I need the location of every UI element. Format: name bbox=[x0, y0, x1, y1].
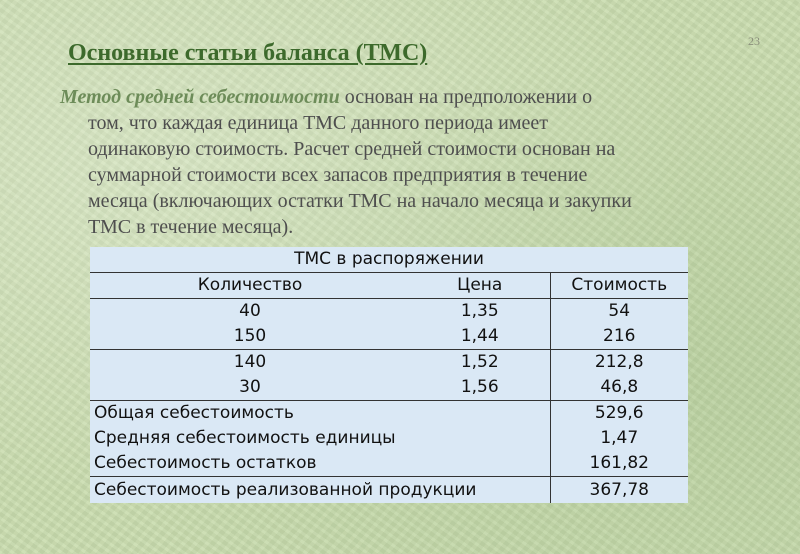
summary-value: 1,47 bbox=[550, 426, 688, 451]
summary-row bbox=[90, 426, 688, 451]
cell-quantity: 40 bbox=[90, 299, 410, 325]
summary-label: Себестоимость остатков bbox=[94, 453, 317, 473]
header-quantity: Количество bbox=[90, 273, 410, 299]
summary-row bbox=[90, 401, 688, 427]
table-caption: ТМС в распоряжении bbox=[294, 249, 484, 269]
cell-cost: 212,8 bbox=[550, 350, 688, 376]
table-caption-row bbox=[90, 247, 688, 273]
summary-value: 529,6 bbox=[550, 401, 688, 427]
summary-label: Общая себестоимость bbox=[90, 401, 550, 427]
slide-number: 23 bbox=[748, 34, 760, 48]
header-price: Цена bbox=[410, 273, 550, 299]
paragraph-line-1-rest: основан на предположении о bbox=[339, 86, 593, 108]
summary-row bbox=[90, 477, 688, 504]
cell-cost: 54 bbox=[550, 299, 688, 325]
method-term: Метод средней себестоимости bbox=[60, 86, 340, 108]
cell-quantity: 140 bbox=[90, 350, 410, 376]
paragraph-line-3: одинаковую стоимость. Расчет средней стоимости основан на bbox=[88, 138, 616, 160]
cell-price: 1,52 bbox=[410, 350, 550, 376]
paragraph-line-5: месяца (включающих остатки ТМС на начало месяца и закупки bbox=[88, 190, 632, 212]
summary-value: 161,82 bbox=[550, 451, 688, 477]
table-header-row bbox=[90, 273, 688, 299]
paragraph-line-1 bbox=[60, 84, 750, 110]
table-row bbox=[90, 299, 688, 325]
cell-cost: 46,8 bbox=[550, 375, 688, 401]
paragraph-line-2: том, что каждая единица ТМС данного периода имеет bbox=[88, 112, 548, 134]
summary-label: Себестоимость реализованной продукции bbox=[90, 477, 550, 504]
inventory-table bbox=[90, 247, 688, 503]
paragraph-line-6: ТМС в течение месяца). bbox=[88, 216, 294, 238]
summary-row bbox=[90, 451, 688, 477]
cell-quantity: 150 bbox=[233, 326, 267, 346]
table-row bbox=[90, 350, 688, 376]
paragraph-line-4: суммарной стоимости всех запасов предприятия в течение bbox=[88, 164, 588, 186]
table-row bbox=[90, 375, 688, 401]
slide-title: Основные статьи баланса (ТМС) bbox=[68, 40, 428, 66]
table-row bbox=[90, 324, 688, 350]
cell-price: 1,35 bbox=[410, 299, 550, 325]
cell-cost: 216 bbox=[550, 324, 688, 350]
cell-price: 1,44 bbox=[460, 326, 499, 346]
summary-label: Средняя себестоимость единицы bbox=[94, 428, 396, 448]
header-cost: Стоимость bbox=[550, 273, 688, 299]
summary-value: 367,78 bbox=[550, 477, 688, 504]
description-paragraph bbox=[60, 84, 750, 240]
cell-quantity: 30 bbox=[239, 377, 261, 397]
cell-price: 1,56 bbox=[460, 377, 499, 397]
